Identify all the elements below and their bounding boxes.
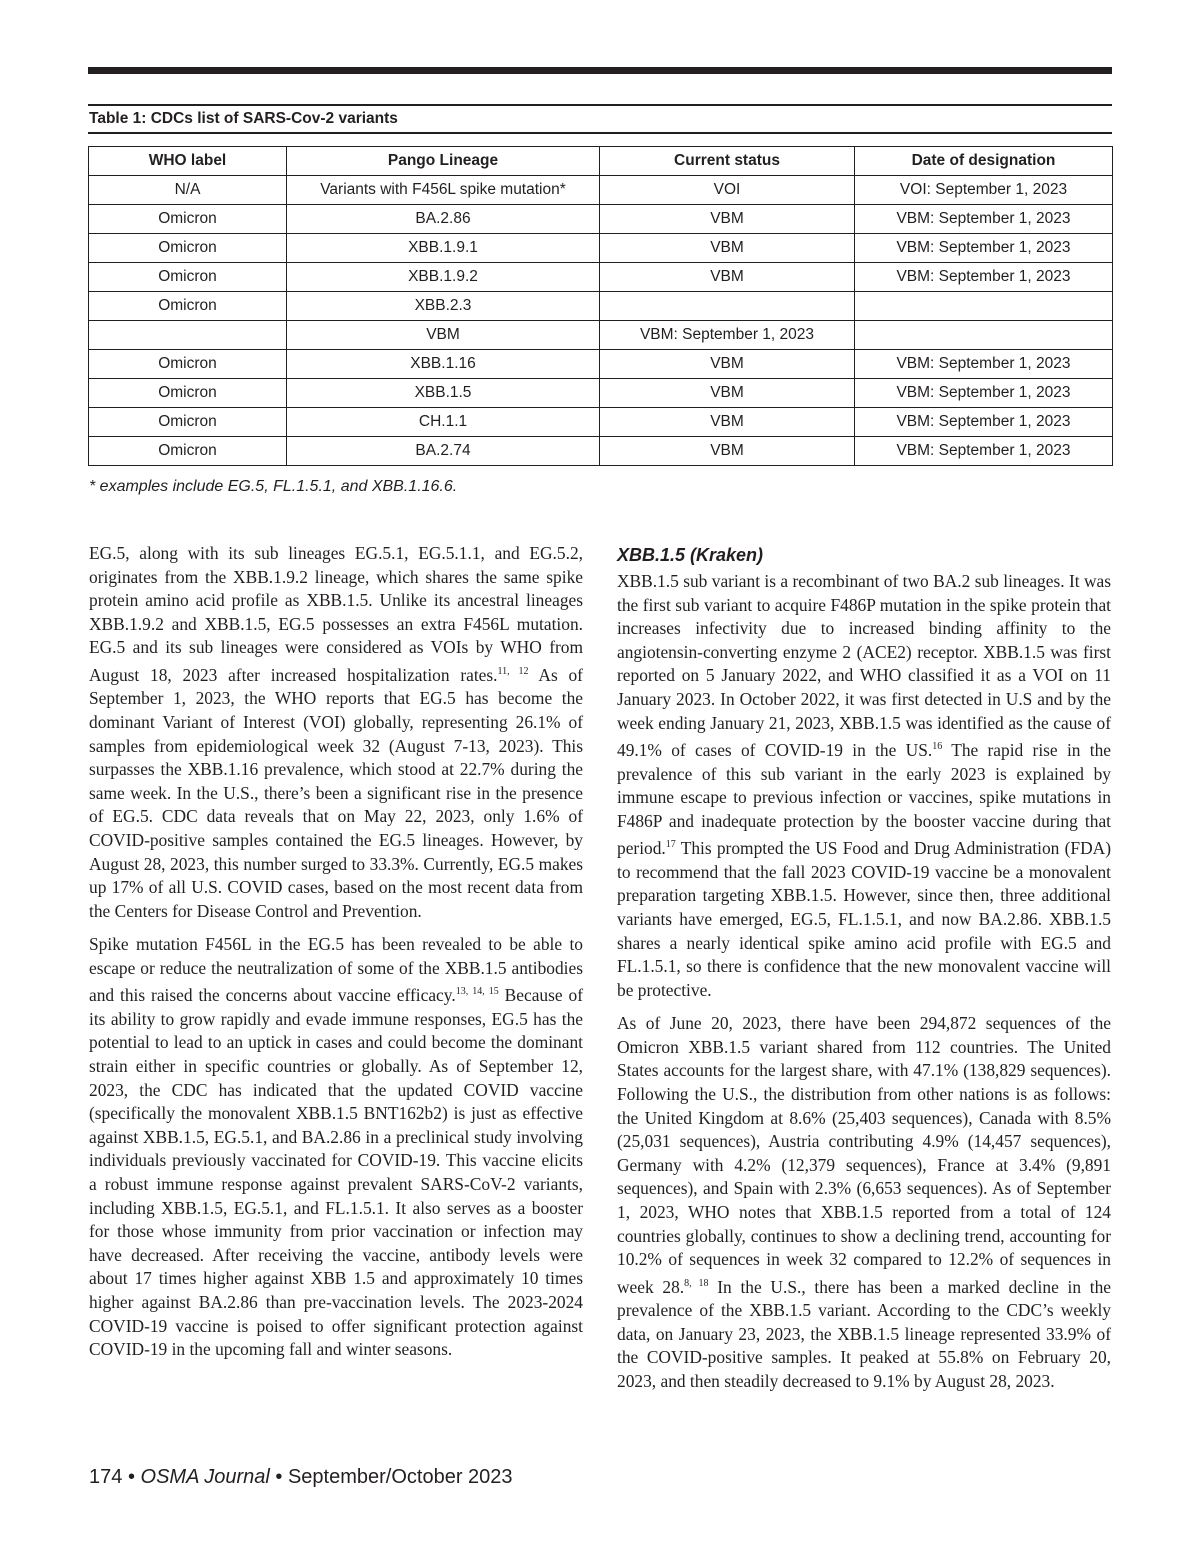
- table-header-row: [89, 147, 1113, 176]
- cell-current-status: VBM: [600, 379, 855, 408]
- cell-current-status: VBM: [600, 437, 855, 466]
- cell-current-status: VBM: [600, 350, 855, 379]
- xbb15-paragraph: [617, 570, 1111, 1002]
- cell-current-status: VBM: September 1, 2023: [600, 321, 855, 350]
- issue-date: September/October 2023: [287, 1466, 513, 1488]
- cell-pango-lineage: XBB.1.9.1: [287, 234, 600, 263]
- body-text: Spike mutation F456L in the EG.5 has been revealed to be able to escape or reduce the neutralization of some of the XBB.1.5 antibodies and this raised the concerns about vaccine efficacy.: [89, 934, 583, 1006]
- cell-date-of-designation: VBM: September 1, 2023: [855, 437, 1113, 466]
- f456l-paragraph: [89, 933, 583, 1361]
- cell-pango-lineage: XBB.1.9.2: [287, 263, 600, 292]
- header-date-of-designation: Date of designation: [855, 147, 1113, 176]
- table-row: [89, 379, 1113, 408]
- table-footnote: * examples include EG.5, FL.1.5.1, and XBB.1.16.6.: [89, 478, 458, 495]
- table-row: [89, 263, 1113, 292]
- cell-who-label: Omicron: [89, 263, 287, 292]
- cell-current-status: VBM: [600, 408, 855, 437]
- body-text: This prompted the US Food and Drug Administration (FDA) to recommend that the fall 2023 COVID-19 vaccine be a monovalent preparation targeting XBB.1.5. However, since then, three additional variants have emerged, EG.5, FL.1.5.1, and now BA.2.86. XBB.1.5 shares a nearly identical spike amino acid profile with EG.5 and FL.1.5.1, so there is confidence that the new monovalent vaccine will be protective.: [617, 838, 1111, 1000]
- left-column: [89, 542, 583, 1372]
- cell-date-of-designation: VBM: September 1, 2023: [855, 263, 1113, 292]
- right-column: [617, 542, 1111, 1404]
- cell-pango-lineage: Variants with F456L spike mutation*: [287, 176, 600, 205]
- table-row: [89, 408, 1113, 437]
- cell-current-status: VBM: [600, 205, 855, 234]
- cell-who-label: Omicron: [89, 350, 287, 379]
- cell-who-label: [89, 321, 287, 350]
- footer-bullet: •: [275, 1466, 283, 1488]
- page-footer: [89, 1466, 513, 1489]
- body-text: In the U.S., there has been a marked decline in the prevalence of the XBB.1.5 variant. According to the CDC’s weekly data, on January 23, 2023, the XBB.1.5 lineage represented 33.9% of the COVID-positive samples. It peaked at 55.8% on February 20, 2023, and then steadily decreased to 9.1% by August 28, 2023.: [617, 1276, 1112, 1391]
- cell-date-of-designation: [855, 292, 1113, 321]
- header-pango-lineage: Pango Lineage: [287, 147, 600, 176]
- table-row: [89, 437, 1113, 466]
- journal-name: OSMA Journal: [140, 1466, 270, 1488]
- cell-current-status: [600, 292, 855, 321]
- reference-superscript: 16: [932, 741, 943, 753]
- reference-superscript: 13, 14, 15: [455, 986, 499, 998]
- footer-bullet: •: [127, 1466, 135, 1488]
- cell-who-label: Omicron: [89, 408, 287, 437]
- cell-date-of-designation: VBM: September 1, 2023: [855, 379, 1113, 408]
- table-row: [89, 350, 1113, 379]
- cell-date-of-designation: VBM: September 1, 2023: [855, 408, 1113, 437]
- section-heading: XBB.1.5 (Kraken): [617, 545, 764, 565]
- cell-date-of-designation: VBM: September 1, 2023: [855, 205, 1113, 234]
- reference-superscript: 11, 12: [497, 665, 529, 677]
- table-row: [89, 176, 1113, 205]
- cell-who-label: Omicron: [89, 234, 287, 263]
- cell-pango-lineage: XBB.1.5: [287, 379, 600, 408]
- cell-pango-lineage: XBB.1.16: [287, 350, 600, 379]
- body-text: As of June 20, 2023, there have been 294,872 sequences of the Omicron XBB.1.5 variant shared from 112 countries. The United States accounts for the largest share, with 47.1% (138,829 sequences). Following the U.S., the distribution from other nations is as follows: the United Kingdom at 8.6% (25,403 sequences), Canada with 8.5% (25,031 sequences), Austria contributing 4.9% (14,457 sequences), Germany with 4.2% (12,379 sequences), France at 3.4% (9,891 sequences), and Spain with 2.3% (6,653 sequences). As of September 1, 2023, WHO notes that XBB.1.5 reported from a total of 124 countries globally, continues to show a declining trend, accounting for 10.2% of sequences in week 32 compared to 12.2% of sequences in week 28.: [617, 1013, 1111, 1297]
- cell-pango-lineage: VBM: [287, 321, 600, 350]
- top-rule-thick: [88, 67, 1112, 74]
- reference-superscript: 8, 18: [684, 1277, 709, 1289]
- eg5-paragraph: [89, 542, 583, 923]
- cell-date-of-designation: VBM: September 1, 2023: [855, 234, 1113, 263]
- body-text: The rapid rise in the prevalence of this sub variant in the early 2023 is explained by immune escape to previous infection or vaccines, spike mutations in F486P and inadequate protection by the booster vaccine during that period.: [617, 739, 1112, 859]
- sequences-paragraph: [617, 1012, 1111, 1393]
- cell-who-label: Omicron: [89, 205, 287, 234]
- body-text: As of September 1, 2023, the WHO reports that EG.5 has become the dominant Variant of Interest (VOI) globally, representing 26.1% of samples from epidemiological week 32 (August 7-13, 2023). This surpasses the XBB.1.16 prevalence, which stood at 22.7% during the same week. In the U.S., there’s been a significant rise in the presence of EG.5. CDC data reveals that on May 22, 2023, only 1.6% of COVID-positive samples contained the EG.5 lineages. However, by August 28, 2023, this number surged to 33.3%. Currently, EG.5 makes up 17% of all U.S. COVID cases, based on the most recent data from the Centers for Disease Control and Prevention.: [89, 664, 583, 921]
- table-row: [89, 292, 1113, 321]
- cell-current-status: VOI: [600, 176, 855, 205]
- cell-current-status: VBM: [600, 263, 855, 292]
- variants-table: [88, 146, 1113, 466]
- cell-who-label: N/A: [89, 176, 287, 205]
- table-title-rule-top: [88, 104, 1112, 106]
- cell-date-of-designation: VOI: September 1, 2023: [855, 176, 1113, 205]
- cell-pango-lineage: XBB.2.3: [287, 292, 600, 321]
- cell-who-label: Omicron: [89, 292, 287, 321]
- cell-date-of-designation: VBM: September 1, 2023: [855, 350, 1113, 379]
- cell-who-label: Omicron: [89, 437, 287, 466]
- cell-pango-lineage: CH.1.1: [287, 408, 600, 437]
- header-who-label: WHO label: [89, 147, 287, 176]
- reference-superscript: 17: [665, 839, 676, 851]
- body-text: XBB.1.5 sub variant is a recombinant of two BA.2 sub lineages. It was the first sub variant to acquire F486P mutation in the spike protein that increases infectivity due to increased binding affinity to the angiotensin-converting enzyme 2 (ACE2) receptor. XBB.1.5 was first reported on 5 January 2022, and WHO classified it as a VOI on 11 January 2023. In October 2022, it was first detected in U.S and by the week ending January 21, 2023, XBB.1.5 was identified as the cause of 49.1% of cases of COVID-19 in the US.: [617, 571, 1111, 760]
- table-row: [89, 234, 1113, 263]
- table-title-rule-bottom: [88, 132, 1112, 134]
- cell-who-label: Omicron: [89, 379, 287, 408]
- table-title: Table 1: CDCs list of SARS-Cov-2 variants: [89, 110, 398, 127]
- cell-pango-lineage: BA.2.74: [287, 437, 600, 466]
- cell-date-of-designation: [855, 321, 1113, 350]
- cell-pango-lineage: BA.2.86: [287, 205, 600, 234]
- body-text: Because of its ability to grow rapidly and evade immune responses, EG.5 has the potential to lead to an uptick in cases and could become the dominant strain either in specific countries or globally. As of September 12, 2023, the CDC has indicated that the updated COVID vaccine (specifically the monovalent XBB.1.5 BNT162b2) is just as effective against XBB.1.5, EG.5.1, and BA.2.86 in a preclinical study involving individuals previously vaccinated for COVID-19. This vaccine elicits a robust immune response against prevalent SARS-CoV-2 variants, including XBB.1.5, EG.5.1, and FL.1.5.1. It also serves as a booster for those whose immunity from prior vaccination or infection may have decreased. After receiving the vaccine, antibody levels were about 17 times higher against XBB 1.5 and approximately 10 times higher against BA.2.86 than pre-vaccination levels. The 2023-2024 COVID-19 vaccine is poised to offer significant protection against COVID-19 in the upcoming fall and winter seasons.: [89, 985, 583, 1360]
- table-row: [89, 321, 1113, 350]
- body-text: EG.5, along with its sub lineages EG.5.1, EG.5.1.1, and EG.5.2, originates from the XBB.1.9.2 lineage, which shares the same spike protein amino acid profile as XBB.1.5. Unlike its ancestral lineages XBB.1.9.2 and XBB.1.5, EG.5 possesses an extra F456L mutation. EG.5 and its sub lineages were considered as VOIs by WHO from August 18, 2023 after increased hospitalization rates.: [89, 543, 583, 685]
- cell-current-status: VBM: [600, 234, 855, 263]
- header-current-status: Current status: [600, 147, 855, 176]
- page-number: 174: [89, 1466, 123, 1488]
- table-row: [89, 205, 1113, 234]
